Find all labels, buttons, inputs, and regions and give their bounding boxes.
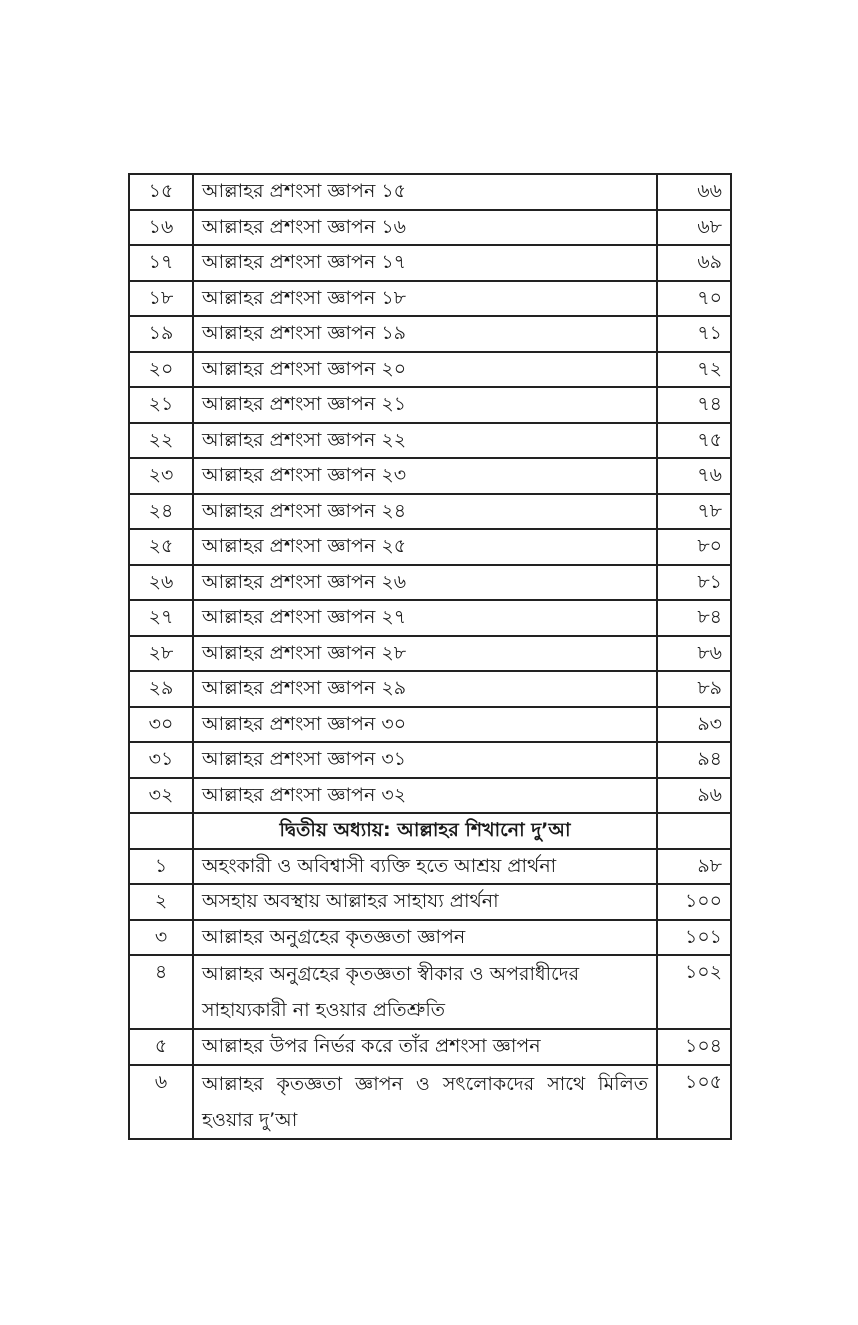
toc-row — [129, 210, 731, 246]
entry-number: ২৩ — [129, 458, 193, 494]
entry-page: ১০০ — [657, 884, 731, 920]
entry-page: ৭৪ — [657, 387, 731, 423]
toc-row — [129, 707, 731, 743]
entry-title: আল্লাহর প্রশংসা জ্ঞাপন ২৯ — [193, 671, 657, 707]
entry-page: ৮৬ — [657, 636, 731, 672]
entry-number: ২৬ — [129, 565, 193, 601]
toc-row — [129, 565, 731, 601]
entry-title: আল্লাহর প্রশংসা জ্ঞাপন ২০ — [193, 352, 657, 388]
entry-title: আল্লাহর প্রশংসা জ্ঞাপন ৩০ — [193, 707, 657, 743]
entry-page: ৮৪ — [657, 600, 731, 636]
toc-row — [129, 1029, 731, 1065]
entry-number: ২৯ — [129, 671, 193, 707]
toc-row — [129, 529, 731, 565]
toc-row — [129, 281, 731, 317]
entry-page: ১০৫ — [657, 1065, 731, 1139]
entry-title: আল্লাহর অনুগ্রহের কৃতজ্ঞতা জ্ঞাপন — [193, 920, 657, 956]
chapter-heading: দ্বিতীয় অধ্যায়: আল্লাহর শিখানো দু’আ — [193, 813, 657, 849]
toc-row — [129, 671, 731, 707]
entry-page: ৭২ — [657, 352, 731, 388]
entry-page: ৬৮ — [657, 210, 731, 246]
entry-page: ১০৪ — [657, 1029, 731, 1065]
entry-page: ৭৫ — [657, 423, 731, 459]
chapter-heading-row — [129, 813, 731, 849]
toc-row — [129, 636, 731, 672]
toc-row — [129, 849, 731, 885]
entry-title: আল্লাহর কৃতজ্ঞতা জ্ঞাপন ও সৎলোকদের সাথে মিলিত হওয়ার দু’আ — [193, 1065, 657, 1139]
entry-number: ২ — [129, 884, 193, 920]
entry-page: ৮৯ — [657, 671, 731, 707]
entry-page: ৯৬ — [657, 778, 731, 814]
entry-number: ২৭ — [129, 600, 193, 636]
entry-title: আল্লাহর প্রশংসা জ্ঞাপন ১৭ — [193, 245, 657, 281]
entry-title: অসহায় অবস্থায় আল্লাহর সাহায্য প্রার্থনা — [193, 884, 657, 920]
entry-number: ৫ — [129, 1029, 193, 1065]
entry-number: ২৪ — [129, 494, 193, 530]
entry-title: আল্লাহর অনুগ্রহের কৃতজ্ঞতা স্বীকার ও অপরাধীদের সাহায্যকারী না হওয়ার প্রতিশ্রুতি — [193, 955, 657, 1029]
entry-number: ৬ — [129, 1065, 193, 1139]
toc-row — [129, 458, 731, 494]
toc-row — [129, 352, 731, 388]
empty-cell — [657, 813, 731, 849]
entry-number: ১৭ — [129, 245, 193, 281]
entry-page: ৭৬ — [657, 458, 731, 494]
entry-page: ১০১ — [657, 920, 731, 956]
entry-number: ৩২ — [129, 778, 193, 814]
table-of-contents — [128, 173, 732, 1140]
entry-page: ৮০ — [657, 529, 731, 565]
entry-number: ২১ — [129, 387, 193, 423]
entry-page: ৭৮ — [657, 494, 731, 530]
entry-number: ৪ — [129, 955, 193, 1029]
entry-title: আল্লাহর প্রশংসা জ্ঞাপন ৩২ — [193, 778, 657, 814]
toc-row — [129, 387, 731, 423]
toc-row — [129, 316, 731, 352]
entry-title: আল্লাহর প্রশংসা জ্ঞাপন ১৬ — [193, 210, 657, 246]
entry-number: ১৮ — [129, 281, 193, 317]
toc-body — [129, 174, 731, 1139]
entry-number: ৩০ — [129, 707, 193, 743]
entry-number: ২৫ — [129, 529, 193, 565]
entry-title: আল্লাহর প্রশংসা জ্ঞাপন ২৬ — [193, 565, 657, 601]
toc-row — [129, 1065, 731, 1139]
entry-number: ২৮ — [129, 636, 193, 672]
entry-page: ৯৩ — [657, 707, 731, 743]
entry-page: ৭০ — [657, 281, 731, 317]
entry-page: ৮১ — [657, 565, 731, 601]
entry-page: ৬৯ — [657, 245, 731, 281]
entry-page: ৯৪ — [657, 742, 731, 778]
entry-number: ৩১ — [129, 742, 193, 778]
entry-number: ১ — [129, 849, 193, 885]
toc-row — [129, 884, 731, 920]
toc-row — [129, 742, 731, 778]
entry-title: আল্লাহর প্রশংসা জ্ঞাপন ২৮ — [193, 636, 657, 672]
toc-row — [129, 778, 731, 814]
entry-page: ১০২ — [657, 955, 731, 1029]
entry-number: ১৫ — [129, 174, 193, 210]
toc-row — [129, 174, 731, 210]
toc-row — [129, 920, 731, 956]
toc-row — [129, 245, 731, 281]
entry-title: আল্লাহর প্রশংসা জ্ঞাপন ২৫ — [193, 529, 657, 565]
toc-row — [129, 423, 731, 459]
entry-title: আল্লাহর প্রশংসা জ্ঞাপন ২৪ — [193, 494, 657, 530]
toc-row — [129, 600, 731, 636]
entry-number: ২২ — [129, 423, 193, 459]
entry-number: ১৬ — [129, 210, 193, 246]
entry-number: ৩ — [129, 920, 193, 956]
entry-title: আল্লাহর প্রশংসা জ্ঞাপন ২৭ — [193, 600, 657, 636]
entry-title: আল্লাহর প্রশংসা জ্ঞাপন ১৯ — [193, 316, 657, 352]
entry-number: ২০ — [129, 352, 193, 388]
empty-cell — [129, 813, 193, 849]
entry-page: ৯৮ — [657, 849, 731, 885]
toc-row — [129, 955, 731, 1029]
toc-row — [129, 494, 731, 530]
entry-title: আল্লাহর প্রশংসা জ্ঞাপন ১৮ — [193, 281, 657, 317]
entry-page: ৭১ — [657, 316, 731, 352]
entry-title: আল্লাহর প্রশংসা জ্ঞাপন ১৫ — [193, 174, 657, 210]
entry-title: আল্লাহর প্রশংসা জ্ঞাপন ২৩ — [193, 458, 657, 494]
entry-title: আল্লাহর প্রশংসা জ্ঞাপন ২২ — [193, 423, 657, 459]
entry-title: আল্লাহর উপর নির্ভর করে তাঁর প্রশংসা জ্ঞাপন — [193, 1029, 657, 1065]
entry-title: আল্লাহর প্রশংসা জ্ঞাপন ২১ — [193, 387, 657, 423]
entry-page: ৬৬ — [657, 174, 731, 210]
entry-title: অহংকারী ও অবিশ্বাসী ব্যক্তি হতে আশ্রয় প্রার্থনা — [193, 849, 657, 885]
entry-number: ১৯ — [129, 316, 193, 352]
entry-title: আল্লাহর প্রশংসা জ্ঞাপন ৩১ — [193, 742, 657, 778]
